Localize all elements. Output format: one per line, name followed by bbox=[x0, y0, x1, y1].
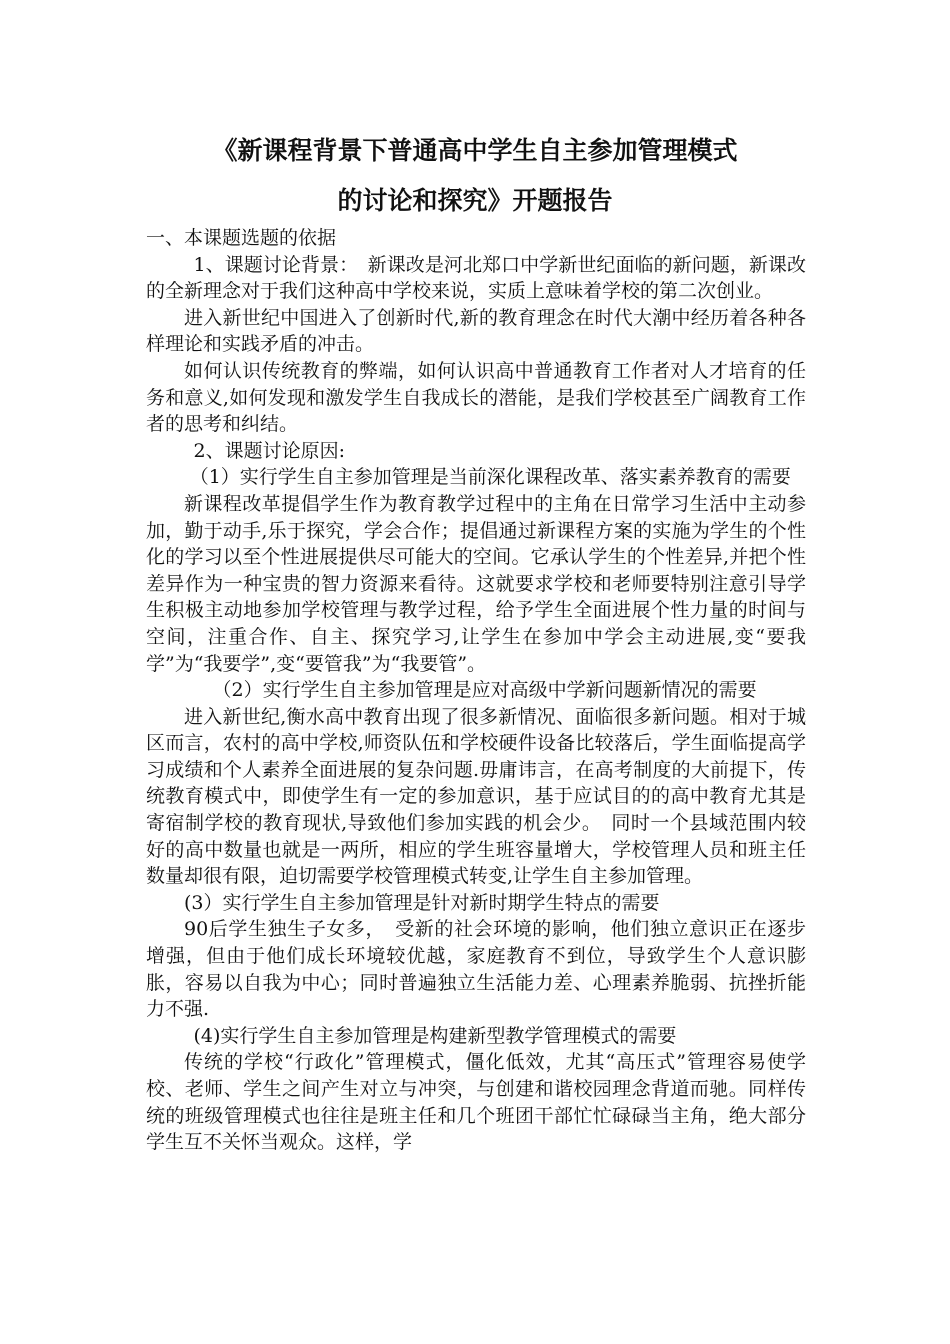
paragraph-reason-4: 传统的学校“行政化”管理模式，僵化低效，尤其“高压式”管理容易使学校、老师、学生之间产生对立与冲突，与创建和谐校园理念背道而驰。同样传统的班级管理模式也往往是班主任和几个班团干部忙忙碌碌当主角，绝大部分学生互不关怀当观众。这样，学 bbox=[146, 1051, 806, 1154]
paragraph-new-century: 进入新世纪中国进入了创新时代,新的教育理念在时代大潮中经历着各种各样理论和实践矛盾的冲击。 bbox=[146, 306, 806, 356]
subheading-reason-3: (3）实行学生自主参加管理是针对新时期学生特点的需要 bbox=[184, 891, 660, 914]
paragraph-reason-3: 90后学生独生子女多， 受新的社会环境的影响，他们独立意识正在逐步增强，但由于他们成长环境较优越，家庭教育不到位，导致学生个人意识膨胀，容易以自我为中心；同时普遍独立生活能力差、心理素养脆弱、抗挫折能力不强. bbox=[146, 918, 806, 1021]
subheading-reason-4: (4)实行学生自主参加管理是构建新型教学管理模式的需要 bbox=[193, 1024, 677, 1047]
subheading-reason-1: （1）实行学生自主参加管理是当前深化课程改革、落实素养教育的需要 bbox=[189, 466, 791, 489]
paragraph-reason-2: 进入新世纪,衡水高中教育出现了很多新情况、面临很多新问题。相对于城区而言，农村的高中学校,师资队伍和学校硬件设备比较落后，学生面临提高学习成绩和个人素养全面进展的复杂问题.毋庸讳言，在高考制度的大前提下，传统教育模式中，即使学生有一定的参加意识，基于应试目的的高中教育尤其是寄宿制学校的教育现状,导致他们参加实践的机会少。 同时一个县域范围内较好的高中数量也就是一两所，相应的学生班容量增大，学校管理人员和班主任数量却很有限，迫切需要学校管理模式转变,让学生自主参加管理。 bbox=[146, 705, 806, 888]
report-title-line-1: 《新课程背景下普通高中学生自主参加管理模式 bbox=[212, 136, 738, 165]
paragraph-background: 1、课题讨论背景： 新课改是河北郑口中学新世纪面临的新问题，新课改的全新理念对于我们这种高中学校来说，实质上意味着学校的第二次创业。 bbox=[146, 253, 806, 303]
section-heading: 一、本课题选题的依据 bbox=[146, 227, 337, 249]
paragraph-reason-1: 新课程改革提倡学生作为教育教学过程中的主角在日常学习生活中主动参加，勤于动手,乐于探究，学会合作；提倡通过新课程方案的实施为学生的个性化的学习以至个性进展提供尽可能大的空间。它承认学生的个性差异,并把个性差异作为一种宝贵的智力资源来看待。这就要求学校和老师要特别注意引导学生积极主动地参加学校管理与教学过程，给予学生全面进展个性力量的时间与空间，注重合作、自主、探究学习,让学生在参加中学会主动进展,变“要我学”为“我要学”,变“要管我”为“我要管”。 bbox=[146, 492, 806, 675]
subheading-reason-2: （2）实行学生自主参加管理是应对高级中学新问题新情况的需要 bbox=[212, 679, 757, 702]
paragraph-reasons-heading: 2、课题讨论原因: bbox=[193, 439, 345, 462]
report-title-line-2: 的讨论和探究》开题报告 bbox=[337, 186, 613, 215]
report-body bbox=[146, 225, 806, 1156]
paragraph-traditional-education: 如何认识传统教育的弊端，如何认识高中普通教育工作者对人才培育的任务和意义,如何发现和激发学生自我成长的潜能，是我们学校甚至广阔教育工作者的思考和纠结。 bbox=[146, 359, 806, 436]
